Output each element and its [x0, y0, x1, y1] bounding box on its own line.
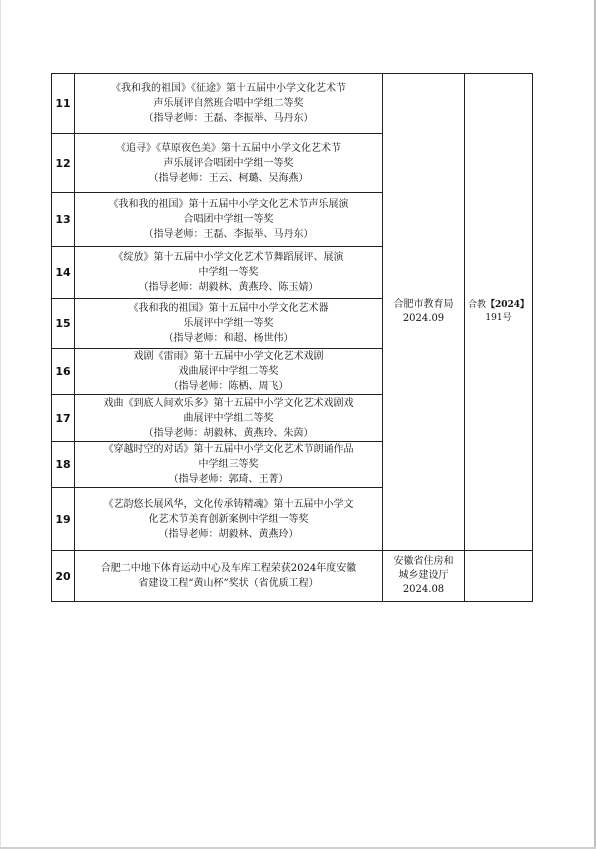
awards-table-body	[52, 74, 533, 602]
award-description	[75, 299, 383, 349]
award-description	[75, 442, 383, 488]
award-line: 《穿越时空的对话》第十五届中小学文化艺术节朗诵作品	[103, 444, 354, 455]
doc-number: 191号	[485, 313, 512, 323]
row-number: 15	[52, 299, 75, 349]
award-line: （指导老师：胡毅林、黄燕玲、陈玉婧）	[138, 282, 319, 293]
award-line: 《艺韵悠长展风华，文化传承铸精魂》第十五届中小学文	[103, 498, 354, 510]
award-line: 《我和我的祖国》第十五届中小学文化艺术节声乐展演	[108, 199, 349, 210]
award-description	[75, 551, 383, 602]
row-number: 18	[52, 442, 75, 488]
award-description	[75, 134, 383, 193]
award-line: （指导老师：郭琦、王菁）	[168, 474, 289, 485]
table-row	[52, 551, 533, 602]
issuer-line: 城乡建设厅	[398, 570, 449, 581]
row-number: 19	[52, 488, 75, 551]
issuer-date: 2024.09	[402, 313, 445, 324]
award-line: 戏剧《雷雨》第十五届中小学文化艺术戏剧	[133, 351, 324, 362]
award-line: 合肥二中地下体育运动中心及车库工程荣获2024年度安徽	[100, 563, 357, 574]
issuer-date: 2024.08	[402, 584, 445, 595]
row-number: 14	[52, 247, 75, 299]
award-line: （指导老师：王磊、李振举、马丹东）	[143, 113, 314, 124]
row-number: 17	[52, 395, 75, 442]
row-number: 12	[52, 134, 75, 193]
award-line: 声乐展评合唱团中学组一等奖	[163, 157, 294, 169]
award-line: 《绽放》第十五届中小学文化艺术节舞蹈展评、展演	[113, 252, 344, 263]
doc-year: 【2024】	[485, 300, 530, 310]
document-number-cell	[465, 74, 533, 551]
row-number: 20	[52, 551, 75, 602]
issuer-cell	[383, 551, 465, 602]
award-line: 化艺术节美育创新案例中学组一等奖	[148, 513, 309, 525]
document-number-cell	[465, 551, 533, 602]
award-description	[75, 74, 383, 134]
award-description	[75, 193, 383, 247]
award-line: 戏曲展评中学组二等奖	[178, 366, 279, 377]
issuer-name: 合肥市教育局	[393, 299, 454, 310]
award-description	[75, 488, 383, 551]
award-line: 《追寻》《草原夜色美》第十五届中小学文化艺术节	[116, 142, 341, 154]
doc-prefix: 合教	[467, 300, 486, 310]
award-line: （指导老师：和超、杨世伟）	[163, 333, 294, 344]
row-number: 11	[52, 74, 75, 134]
award-line: （指导老师：胡毅林、黄燕玲、朱茵）	[143, 427, 314, 439]
award-line: （指导老师：王云、柯璐、吴海燕）	[148, 172, 309, 184]
page-edge-left	[0, 0, 1, 849]
award-line: 乐展评中学组一等奖	[183, 318, 274, 329]
award-line: 戏曲《到底人间欢乐多》第十五届中小学文化艺术戏剧戏	[103, 397, 354, 409]
award-description	[75, 349, 383, 395]
issuer-line: 安徽省住房和	[393, 556, 454, 567]
award-line: 省建设工程“黄山杯”奖状（省优质工程）	[138, 578, 319, 589]
table-row	[52, 74, 533, 134]
award-line: （指导老师：陈栖、周飞）	[168, 381, 289, 392]
awards-table	[51, 73, 533, 602]
award-line: 中学组一等奖	[198, 267, 259, 278]
award-line: 曲展评中学组二等奖	[183, 412, 274, 424]
award-description	[75, 395, 383, 442]
award-line: 《我和我的祖国》《征途》第十五届中小学文化艺术节	[111, 83, 346, 94]
award-line: 《我和我的祖国》第十五届中小学文化艺术器	[128, 303, 329, 314]
issuer-cell	[383, 74, 465, 551]
award-line: 声乐展评自然班合唱中学组二等奖	[153, 98, 304, 109]
award-line: （指导老师：王磊、李振举、马丹东）	[143, 229, 314, 240]
row-number: 13	[52, 193, 75, 247]
award-line: 中学组三等奖	[198, 459, 259, 470]
award-description	[75, 247, 383, 299]
row-number: 16	[52, 349, 75, 395]
award-line: （指导老师：胡毅林、黄燕玲）	[158, 528, 299, 540]
award-line: 合唱团中学组一等奖	[183, 214, 274, 225]
